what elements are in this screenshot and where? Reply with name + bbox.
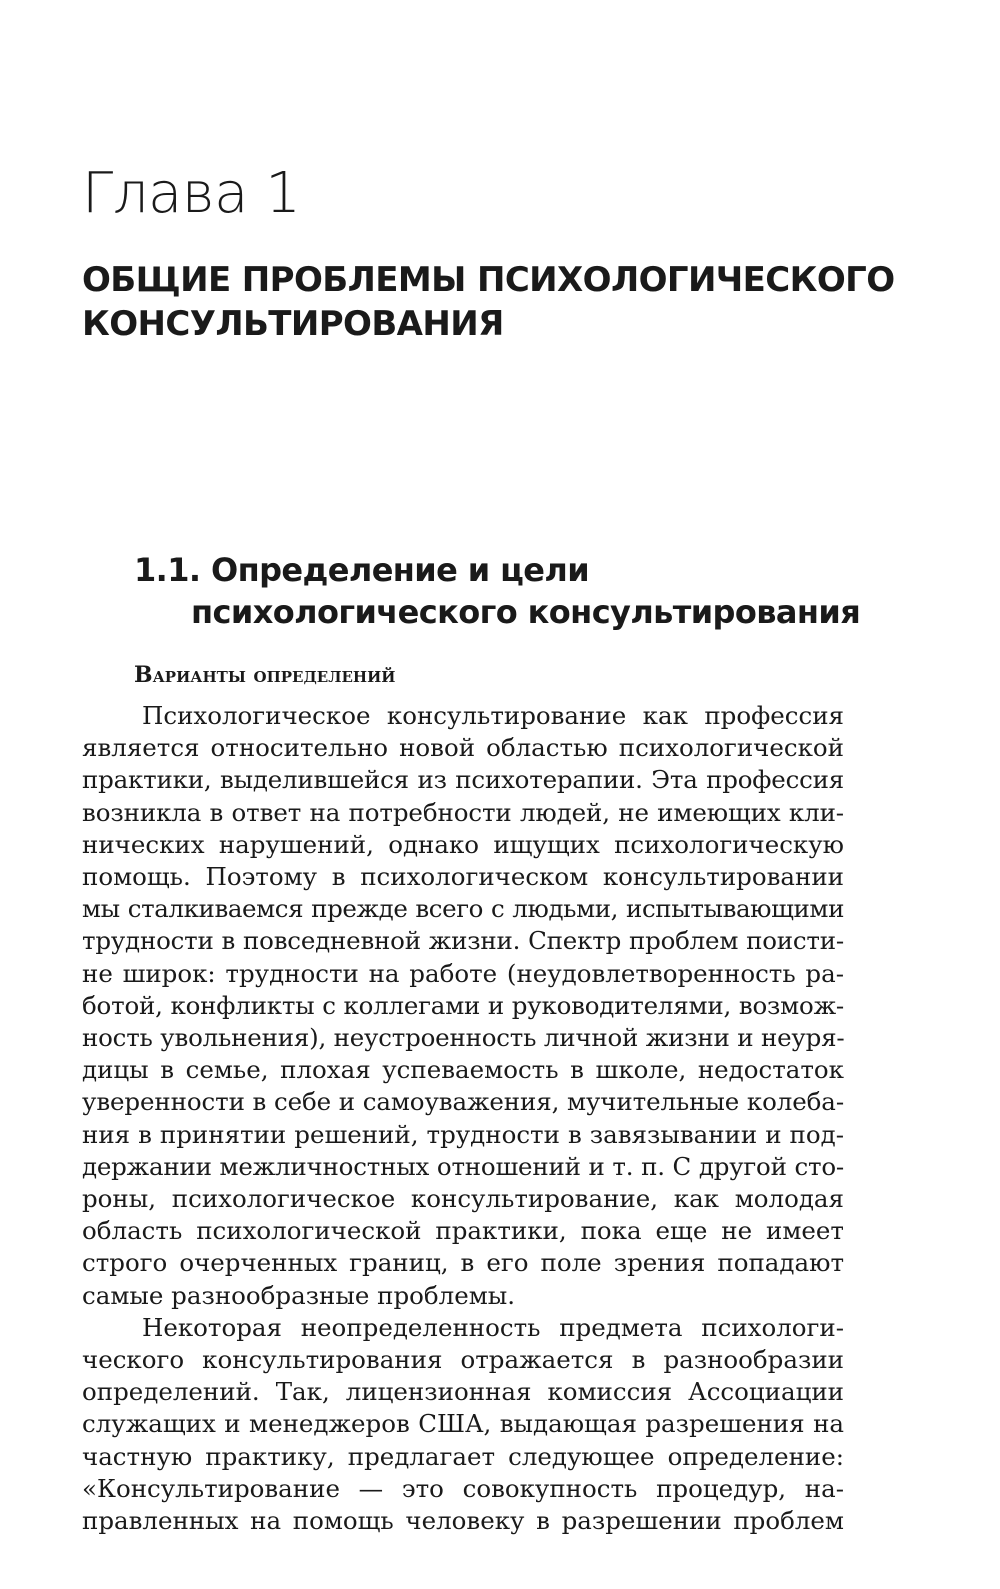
section-heading: [134, 549, 874, 633]
text-line: является относительно новой областью психологической: [82, 733, 844, 763]
text-line: определений. Так, лицензионная комиссия Ассоциации: [82, 1377, 844, 1407]
text-line: трудности в повседневной жизни. Спектр проблем поисти-: [82, 926, 844, 956]
text-line: ческого консультирования отражается в разнообразии: [82, 1345, 844, 1375]
section-heading-line: 1.1. Определение и цели: [134, 551, 590, 589]
text-line: ность увольнения), неустроенность личной жизни и неуря-: [82, 1023, 845, 1053]
chapter-label: Глава 1: [82, 161, 301, 226]
text-line: ния в принятии решений, трудности в завязывании и под-: [82, 1119, 844, 1149]
text-line: помощь. Поэтому в психологическом консультировании: [82, 862, 844, 892]
text-line: практики, выделившейся из психотерапии. Эта профессия: [82, 765, 844, 795]
text-line: уверенности в себе и самоуважения, мучительные колеба-: [82, 1087, 844, 1117]
section-heading-line: психологического консультирования: [191, 593, 861, 631]
text-line: ботой, конфликты с коллегами и руководителями, возмож-: [82, 990, 844, 1020]
text-line: нических нарушений, однако ищущих психологическую: [82, 829, 844, 859]
text-line: не широк: трудности на работе (неудовлетворенность ра-: [82, 958, 844, 988]
chapter-title-line: ОБЩИЕ ПРОБЛЕМЫ ПСИХОЛОГИЧЕСКОГО: [82, 260, 895, 300]
text-line: правленных на помощь человеку в разрешении проблем: [82, 1506, 844, 1536]
text-line: частную практику, предлагает следующее определение:: [82, 1441, 844, 1471]
paragraph: [82, 700, 844, 1312]
text-line: служащих и менеджеров США, выдающая разрешения на: [82, 1409, 844, 1439]
chapter-title: [82, 258, 895, 346]
subheading: Варианты определений: [134, 662, 396, 688]
paragraph: [82, 1312, 844, 1537]
text-line: дицы в семье, плохая успеваемость в школе, недостаток: [82, 1055, 844, 1085]
text-line: мы сталкиваемся прежде всего с людьми, испытывающими: [82, 894, 844, 924]
text-line: роны, психологическое консультирование, как молодая: [82, 1184, 844, 1214]
body-text: [82, 700, 844, 1537]
chapter-title-line: КОНСУЛЬТИРОВАНИЯ: [82, 304, 504, 344]
text-line: самые разнообразные проблемы.: [82, 1280, 516, 1310]
text-line: «Консультирование — это совокупность процедур, на-: [82, 1473, 844, 1503]
text-line: строго очерченных границ, в его поле зрения попадают: [82, 1248, 844, 1278]
text-line: держании межличностных отношений и т. п. С другой сто-: [82, 1151, 844, 1181]
text-line: область психологической практики, пока еще не имеет: [82, 1216, 844, 1246]
text-line: Психологическое консультирование как профессия: [142, 701, 844, 730]
text-line: Некоторая неопределенность предмета психологи-: [142, 1312, 844, 1342]
text-line: возникла в ответ на потребности людей, не имеющих кли-: [82, 797, 844, 827]
